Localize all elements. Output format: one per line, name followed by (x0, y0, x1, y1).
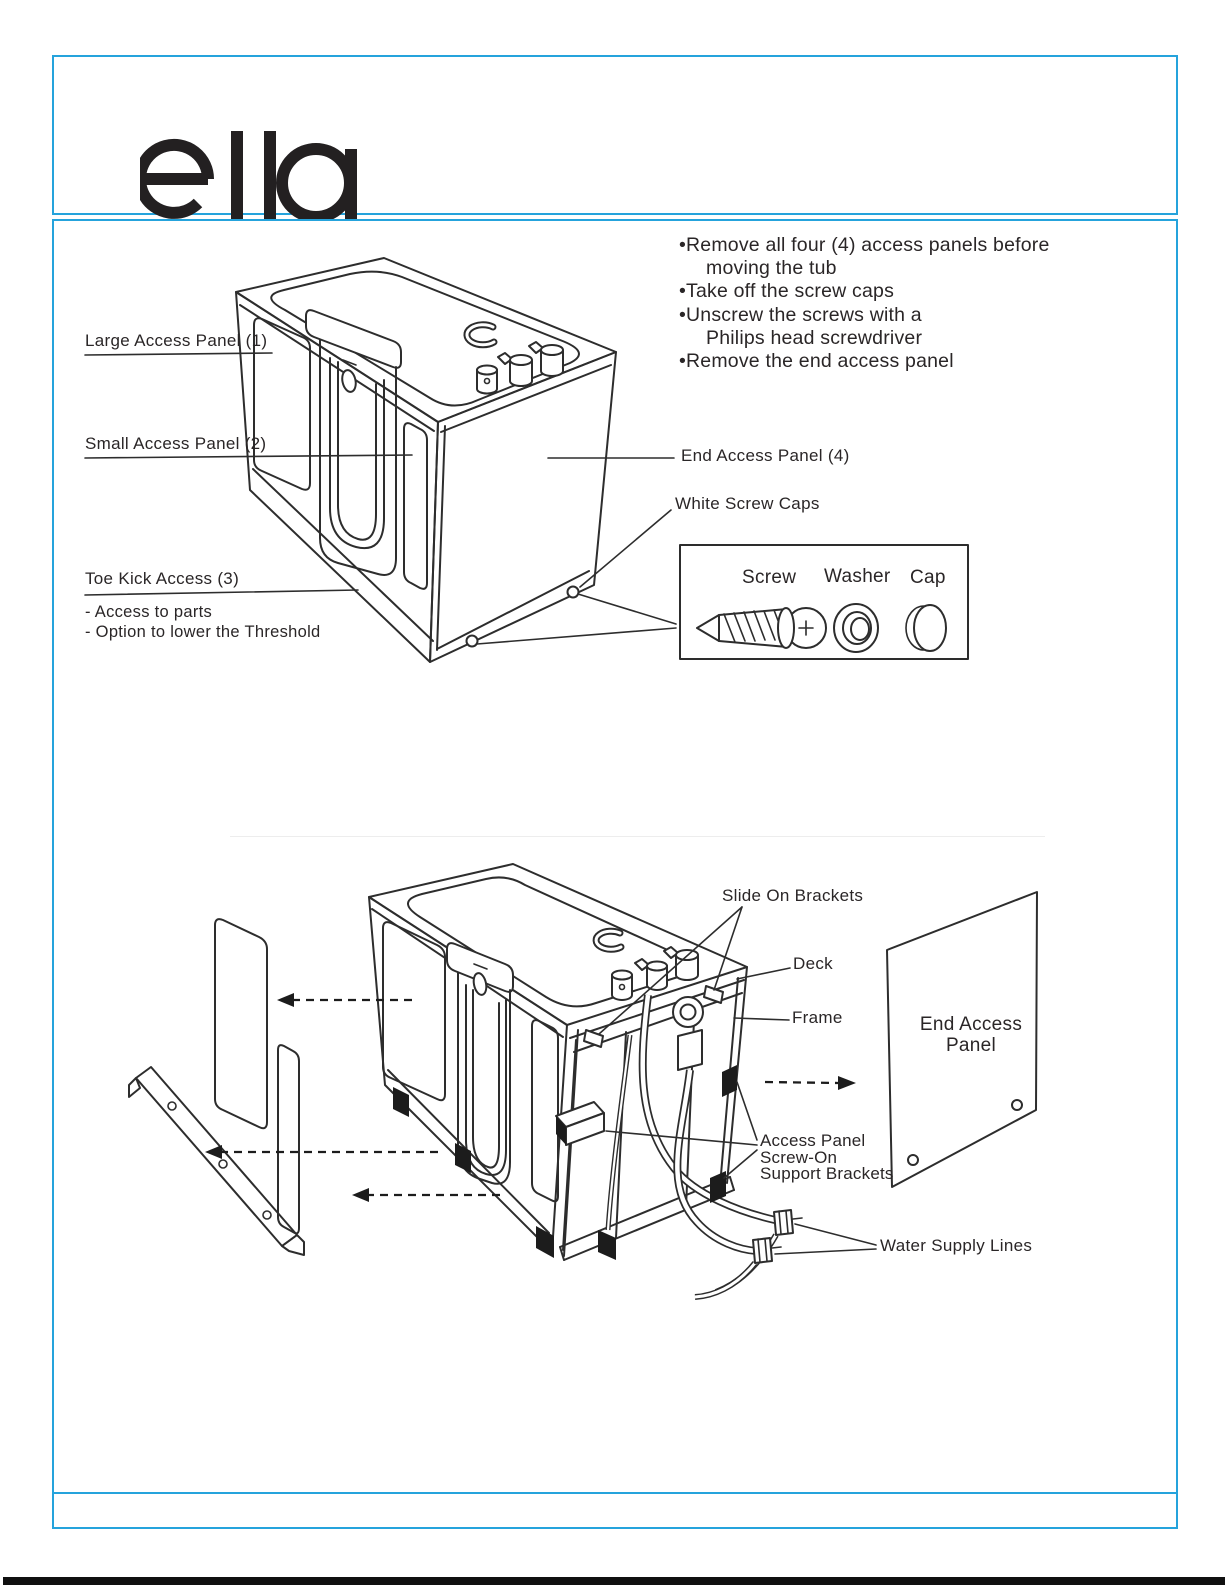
washer-drawing (834, 604, 878, 652)
small-access-panel-shape (404, 423, 427, 589)
label-end-access-panel-line2: Panel (945, 1035, 997, 1056)
label-support-brackets-line1: Access Panel (760, 1131, 866, 1150)
label-deck: Deck (793, 954, 833, 973)
ella-logo-glyphs (140, 131, 351, 219)
label-small-access-panel: Small Access Panel (2) (85, 434, 267, 453)
label-end-access-panel-line1: End Access (919, 1014, 1023, 1035)
door-handle (340, 369, 357, 393)
top-diagram-illustration (52, 220, 1178, 838)
removed-small-panel (278, 1045, 299, 1233)
explode-arrows (205, 993, 856, 1202)
label-support-brackets-line2: Screw-On (760, 1147, 838, 1167)
label-large-access-panel: Large Access Panel (1) (85, 331, 268, 350)
screw-hole (467, 636, 478, 647)
removed-panels (129, 919, 304, 1255)
removed-large-panel (215, 919, 267, 1128)
tub-illustration-bottom (369, 864, 802, 1297)
label-end-access-panel-4: End Access Panel (4) (681, 446, 850, 465)
bullet-line: •Remove all four (4) access panels before (679, 234, 1050, 256)
label-end-access-panel (896, 1014, 1046, 1056)
bullet-line: moving the tub (706, 257, 837, 280)
label-water-supply-lines: Water Supply Lines (880, 1236, 1033, 1255)
shower-holder-ring (673, 997, 703, 1027)
bullet-line: •Remove the end access panel (679, 350, 954, 373)
page-bottom-bar (3, 1577, 1225, 1585)
label-toe-kick-note-1: - Access to parts (85, 603, 213, 621)
footer-divider-line (52, 1492, 1178, 1494)
bullet-line: •Unscrew the screws with a (679, 303, 922, 326)
label-toe-kick-access: Toe Kick Access (3) (85, 569, 240, 588)
screw-drawing (697, 608, 826, 648)
deck-fixtures (612, 947, 698, 1000)
support-bracket (556, 1102, 604, 1145)
cap-drawing (906, 605, 946, 651)
label-support-brackets-line3: Support Brackets (760, 1164, 894, 1183)
tub-illustration-top (236, 258, 616, 662)
bullet-line: •Take off the screw caps (679, 280, 895, 303)
label-slide-on-brackets: Slide On Brackets (722, 886, 864, 905)
logo-box (52, 55, 1178, 215)
label-white-screw-caps: White Screw Caps (675, 494, 820, 513)
label-screw: Screw (742, 567, 797, 588)
label-frame: Frame (792, 1008, 843, 1027)
deck-fixtures (477, 342, 563, 394)
label-washer: Washer (824, 566, 891, 587)
hardware-box (680, 545, 968, 659)
ella-logo (140, 127, 360, 231)
screw-hole (568, 587, 579, 598)
label-toe-kick-note-2: - Option to lower the Threshold (85, 623, 321, 641)
label-cap: Cap (910, 567, 946, 588)
bullet-line: Philips head screwdriver (706, 326, 923, 349)
label-support-brackets (760, 1133, 894, 1183)
